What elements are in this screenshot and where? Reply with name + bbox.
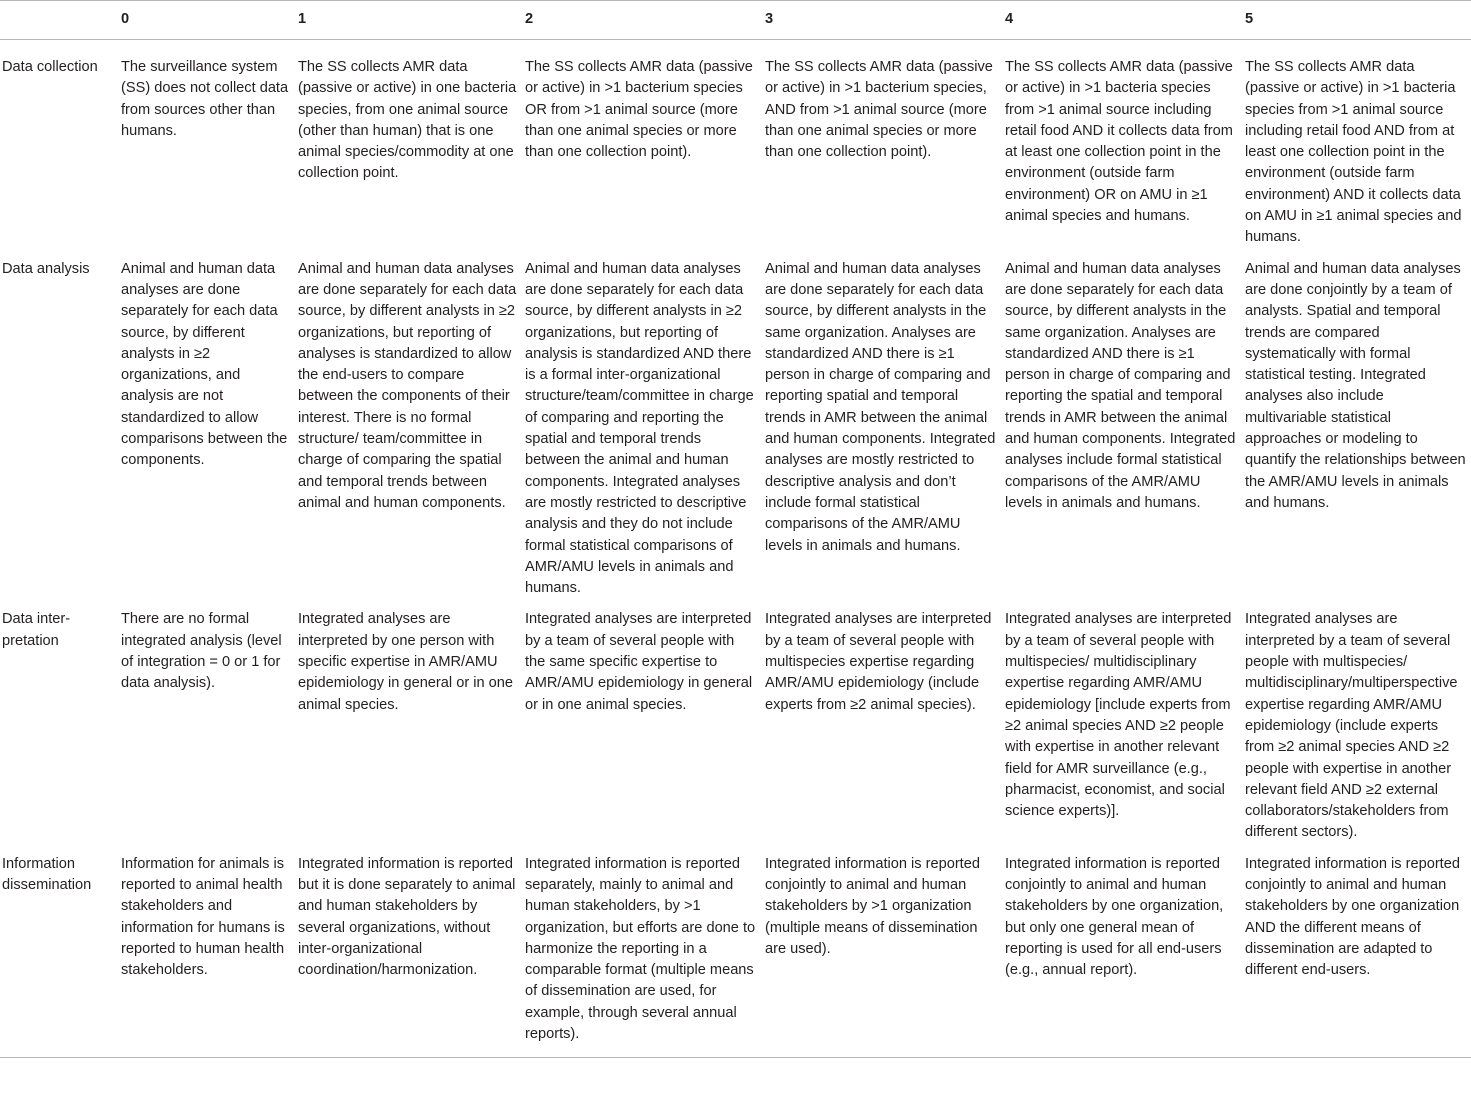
header-cell-level-5: 5 [1245, 11, 1254, 28]
table-cell: Integrated analyses are interpreted by a team of several people with multispecies expertise regarding AMR/AMU epidemiology (include experts from ≥2 animal species). [765, 611, 992, 713]
table-cell: Integrated analyses are interpreted by a team of several people with multispecies/ multidisciplinary/multiperspective expertise regarding AMR/AMU epidemiology (include experts from ≥2 animal species AND ≥2 people with expertise in another relevant field AND ≥2 external collaborators/stakeholders from different sectors). [1245, 611, 1458, 841]
header-cell-level-1: 1 [298, 11, 307, 28]
header-cell-level-4: 4 [1005, 11, 1014, 28]
table-row-data-analysis [0, 253, 1471, 604]
table-cell: Animal and human data analyses are done separately for each data source, by different analysts in ≥2 organizations, but reporting of analyses is standardized to allow the end-users to compare between the components of their interest. There is no formal structure/ team/committee in charge of comparing the spatial and temporal trends between animal and human components. [298, 260, 517, 511]
table-cell: Integrated information is reported conjointly to animal and human stakeholders by one organization AND the different means of dissemination are adapted to different end-users. [1245, 855, 1460, 979]
table-row-data-interpretation [0, 603, 1471, 847]
table-cell: There are no formal integrated analysis (level of integration = 0 or 1 for data analysis). [121, 611, 282, 692]
table-row-data-collection [0, 40, 1471, 253]
table-cell: The surveillance system (SS) does not collect data from sources other than humans. [121, 59, 289, 139]
header-cell-level-0: 0 [121, 11, 130, 28]
header-row [0, 1, 1471, 40]
table-cell: The SS collects AMR data (passive or active) in >1 bacterium species OR from >1 animal source (more than one animal species or more than one collection point). [525, 59, 753, 161]
table-cell: Animal and human data analyses are done separately for each data source, by different analysts in ≥2 organizations, and analysis are not standardized to allow comparisons between the components. [121, 260, 288, 469]
row-label: Data collection [2, 59, 98, 75]
table-cell: Animal and human data analyses are done conjointly by a team of analysts. Spatial and temporal trends are compared systematically with formal statistical testing. Integrated analyses also include multivariable statistical approaches or modeling to quantify the relationships between the AMR/AMU levels in animals and humans. [1245, 260, 1466, 511]
header-cell-empty [0, 1, 117, 40]
row-label: Data inter-pretation [2, 611, 71, 649]
table-cell: The SS collects AMR data (passive or active) in >1 bacteria species from >1 animal source including retail food AND it collects data from at least one collection point in the environment (outside farm environment) OR on AMU in ≥1 animal species and humans. [1005, 59, 1233, 225]
table-row-information-dissemination [0, 848, 1471, 1058]
header-cell-level-3: 3 [765, 11, 774, 28]
table-cell: Animal and human data analyses are done separately for each data source, by different analysts in the same organization. Analyses are standardized AND there is ≥1 person in charge of comparing and reporting the spatial and temporal trends in AMR between the animal and human components. Integrated analyses include formal statistical comparisons of the AMR/AMU levels in animals and humans. [1005, 260, 1236, 511]
row-label: Data analysis [2, 260, 90, 277]
table-cell: Integrated information is reported conjointly to animal and human stakeholders by one organization, but only one general mean of reporting is used for all end-users (e.g., annual report). [1005, 855, 1224, 979]
table-cell: Integrated information is reported conjointly to animal and human stakeholders by >1 organization (multiple means of dissemination are used). [765, 855, 980, 957]
table-cell: The SS collects AMR data (passive or active) in >1 bacterium species, AND from >1 animal source (more than one animal species or more than one collection point). [765, 59, 993, 161]
table-cell: Integrated analyses are interpreted by one person with specific expertise in AMR/AMU epidemiology in general or in one animal species. [298, 611, 513, 713]
table-cell: Animal and human data analyses are done separately for each data source, by different analysts in the same organization. Analyses are standardized AND there is ≥1 person in charge of comparing and reporting spatial and temporal trends in AMR between the animal and human components. Integrated analyses are mostly restricted to descriptive analysis and don’t include formal statistical comparisons of the AMR/AMU levels in animals and humans. [765, 260, 996, 554]
table-cell: Integrated information is reported but it is done separately to animal and human stakeholders by several organizations, without inter-organizational coordination/harmonization. [298, 855, 516, 979]
table-cell: The SS collects AMR data (passive or active) in one bacteria species, from one animal source (other than human) that is one animal species/commodity at one collection point. [298, 59, 517, 182]
header-cell-level-2: 2 [525, 11, 534, 28]
table-cell: Animal and human data analyses are done separately for each data source, by different analysts in ≥2 organizations, but reporting of analysis is standardized AND there is a formal inter-organizational structure/team/committee in charge of comparing and reporting the spatial and temporal trends between the animal and human components. Integrated analyses are mostly restricted to descriptive analysis and they do not include formal statistical comparisons of AMR/AMU levels in animals and humans. [525, 260, 754, 597]
table-cell: Integrated analyses are interpreted by a team of several people with the same specific expertise to AMR/AMU epidemiology in general or in one animal species. [525, 611, 753, 713]
table-cell: Integrated information is reported separately, mainly to animal and human stakeholders, by >1 organization, but efforts are done to harmonize the reporting in a comparable format (multiple means of dissemination are used, for example, through several annual reports). [525, 855, 756, 1043]
table-cell: The SS collects AMR data (passive or active) in >1 bacteria species from >1 animal source including retail food AND from at least one collection point in the environment (outside farm environment) AND it collects data on AMU in ≥1 animal species and humans. [1245, 59, 1462, 246]
table-cell: Integrated analyses are interpreted by a team of several people with multispecies/ multidisciplinary expertise regarding AMR/AMU epidemiology [include experts from ≥2 animal species AND ≥2 people with expertise in another relevant field for AMR surveillance (e.g., pharmacist, economist, and social science experts)]. [1005, 611, 1232, 820]
row-label: Information dissemination [2, 855, 92, 893]
table-cell: Information for animals is reported to animal health stakeholders and information for humans is reported to human health stakeholders. [121, 855, 285, 979]
